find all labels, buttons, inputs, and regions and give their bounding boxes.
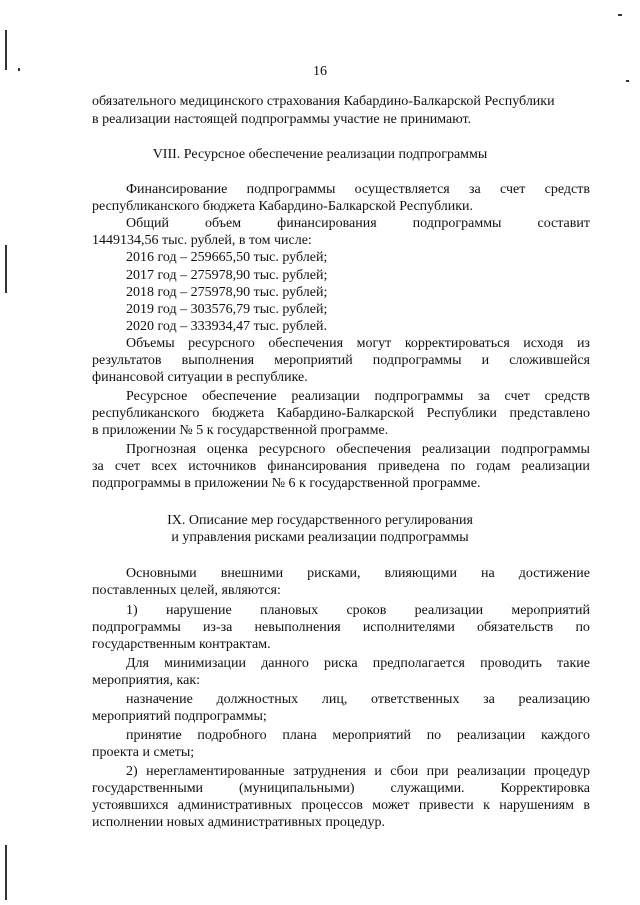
- word: Прогнозная: [126, 442, 197, 457]
- word: нарушение: [165, 603, 232, 618]
- word: принятие: [126, 728, 182, 743]
- word: подпрограммы: [374, 389, 464, 404]
- word: средств: [544, 182, 590, 197]
- scan-mark-left-mid: [5, 245, 7, 293]
- word: исполнителями: [362, 620, 455, 635]
- word: ответственных: [371, 692, 460, 707]
- text-line: государственным контрактам.: [92, 637, 271, 652]
- word: такие: [556, 656, 590, 671]
- text-line: [92, 406, 590, 422]
- word: по: [426, 728, 442, 743]
- word: Кабардино-Балкарской: [276, 406, 415, 421]
- word: мероприятий: [332, 728, 412, 743]
- word: средств: [544, 389, 590, 404]
- word: счет: [500, 182, 526, 197]
- word: минимизации: [164, 656, 247, 671]
- word: за: [92, 459, 104, 474]
- word: плановых: [259, 603, 319, 618]
- word: результатов: [92, 353, 162, 368]
- word: реализации: [521, 459, 590, 474]
- year-item: 2018 год – 275978,90 тыс. рублей;: [126, 285, 328, 300]
- scan-mark-left-bottom: [5, 845, 7, 900]
- word: к: [483, 798, 490, 813]
- word: назначение: [126, 692, 193, 707]
- word: риска: [324, 656, 358, 671]
- word: внешними: [220, 566, 284, 581]
- word: осуществляется: [354, 182, 450, 197]
- word: счет: [114, 459, 141, 474]
- word: по: [575, 620, 590, 635]
- word: подпрограммы: [92, 620, 181, 635]
- year-item: 2016 год – 259665,50 тыс. рублей;: [126, 250, 328, 265]
- word: привести: [418, 798, 474, 813]
- section-heading: и управления рисками реализации подпрограммы: [171, 530, 469, 545]
- text-line: [126, 764, 590, 780]
- text-line: в реализации настоящей подпрограммы участие не принимают.: [92, 112, 472, 127]
- page-number: 16: [313, 64, 327, 79]
- word: сбои: [390, 764, 419, 779]
- word: сроков: [346, 603, 387, 618]
- word: невыполнения: [254, 620, 341, 635]
- year-item: 2020 год – 333934,47 тыс. рублей.: [126, 319, 327, 334]
- word: обеспечения: [268, 336, 344, 351]
- word: Ресурсное: [126, 389, 188, 404]
- word: Республики: [426, 406, 497, 421]
- word: финансирования: [267, 459, 367, 474]
- word: республиканского: [92, 406, 200, 421]
- word: обеспечение: [202, 389, 277, 404]
- word: рисками,: [307, 566, 361, 581]
- scan-mark-right-dot: [626, 80, 629, 82]
- year-item: 2017 год – 275978,90 тыс. рублей;: [126, 268, 328, 283]
- word: реализации: [291, 389, 360, 404]
- word: составит: [537, 216, 590, 231]
- text-line: [92, 620, 590, 636]
- word: 2): [126, 764, 138, 779]
- text-line: [126, 603, 590, 619]
- word: нерегламентированные: [146, 764, 285, 779]
- text-line: обязательного медицинского страхования Кабардино-Балкарской Республики: [92, 94, 555, 109]
- word: финансирования: [277, 216, 377, 231]
- word: из-за: [202, 620, 233, 635]
- word: Для: [126, 656, 149, 671]
- word: подпрограммы: [372, 353, 462, 368]
- word: при: [426, 764, 449, 779]
- word: и: [481, 353, 490, 368]
- word: сложившейся: [509, 353, 590, 368]
- word: могут: [356, 336, 392, 351]
- word: за: [478, 389, 490, 404]
- word: ресурсного: [188, 336, 255, 351]
- word: бюджета: [211, 406, 265, 421]
- word: и: [374, 764, 382, 779]
- text-line: проекта и сметы;: [92, 745, 195, 760]
- word: подробного: [197, 728, 267, 743]
- word: должностных: [216, 692, 299, 707]
- word: объем: [205, 216, 242, 231]
- word: по: [450, 459, 466, 474]
- text-line: мероприятий подпрограммы;: [92, 709, 267, 724]
- text-line: [126, 728, 590, 744]
- text-line: [126, 336, 590, 352]
- word: процедур: [533, 764, 590, 779]
- word: подпрограммы: [412, 216, 502, 231]
- text-line: поставленных целей, являются:: [92, 583, 281, 598]
- word: государственными: [92, 781, 204, 796]
- word: мероприятий: [511, 603, 590, 618]
- word: достижение: [518, 566, 590, 581]
- text-line: [126, 692, 590, 708]
- text-line: [126, 566, 590, 582]
- word: предполагается: [372, 656, 465, 671]
- text-line: [92, 798, 590, 814]
- word: реализацию: [518, 692, 590, 707]
- word: приведена: [377, 459, 440, 474]
- word: данного: [261, 656, 309, 671]
- word: влияющими: [384, 566, 457, 581]
- word: за: [483, 692, 495, 707]
- word: административных: [177, 798, 292, 813]
- word: реализации: [457, 764, 526, 779]
- text-line: мероприятия, как:: [92, 673, 201, 688]
- word: ресурсного: [258, 442, 326, 457]
- word: каждого: [540, 728, 590, 743]
- word: представлено: [509, 406, 590, 421]
- word: подпрограммы: [246, 182, 336, 197]
- text-line: [92, 781, 590, 797]
- word: мероприятий: [274, 353, 353, 368]
- word: может: [372, 798, 410, 813]
- word: обеспечения: [336, 442, 412, 457]
- word: источников: [188, 459, 257, 474]
- text-line: в приложении № 5 к государственной программе.: [92, 423, 389, 438]
- word: годам: [476, 459, 511, 474]
- word: устоявшихся: [92, 798, 169, 813]
- word: Общий: [126, 216, 169, 231]
- text-line: финансовой ситуации в республике.: [92, 370, 308, 385]
- word: лиц,: [321, 692, 348, 707]
- word: всех: [151, 459, 178, 474]
- word: исходя: [523, 336, 564, 351]
- word: реализации: [421, 442, 491, 457]
- word: процессов: [301, 798, 363, 813]
- text-line: подпрограммы в приложении № 6 к государственной программе.: [92, 476, 481, 491]
- year-item: 2019 год – 303576,79 тыс. рублей;: [126, 302, 328, 317]
- word: реализации: [456, 728, 526, 743]
- word: плана: [282, 728, 317, 743]
- word: затруднения: [293, 764, 366, 779]
- text-line: [92, 353, 590, 369]
- word: выполнения: [181, 353, 255, 368]
- text-line: [92, 459, 590, 475]
- text-line: [126, 656, 590, 672]
- text-line: [126, 182, 590, 198]
- word: Объемы: [126, 336, 175, 351]
- section-heading: IX. Описание мер государственного регулирования: [167, 513, 473, 528]
- word: нарушениям: [499, 798, 575, 813]
- word: в: [583, 798, 590, 813]
- word: счет: [504, 389, 530, 404]
- word: служащими.: [390, 781, 465, 796]
- word: Финансирование: [126, 182, 228, 197]
- section-heading: VIII. Ресурсное обеспечение реализации подпрограммы: [152, 147, 488, 162]
- word: проводить: [480, 656, 542, 671]
- word: Корректировка: [500, 781, 590, 796]
- text-line: [126, 442, 590, 458]
- word: подпрограммы: [501, 442, 590, 457]
- word: реализации: [414, 603, 484, 618]
- word: Основными: [126, 566, 197, 581]
- text-line: [126, 216, 590, 232]
- word: корректироваться: [404, 336, 510, 351]
- text-line: [126, 389, 590, 405]
- word: за: [469, 182, 481, 197]
- text-line: 1449134,56 тыс. рублей, в том числе:: [92, 233, 312, 248]
- word: обязательств: [477, 620, 554, 635]
- word: из: [576, 336, 590, 351]
- text-line: республиканского бюджета Кабардино-Балкарской Республики.: [92, 199, 474, 214]
- text-line: исполнении новых административных процедур.: [92, 815, 385, 830]
- word: (муниципальными): [238, 781, 355, 796]
- word: оценка: [206, 442, 248, 457]
- scan-mark-right-top: [618, 14, 622, 16]
- word: на: [481, 566, 495, 581]
- word: 1): [126, 603, 138, 618]
